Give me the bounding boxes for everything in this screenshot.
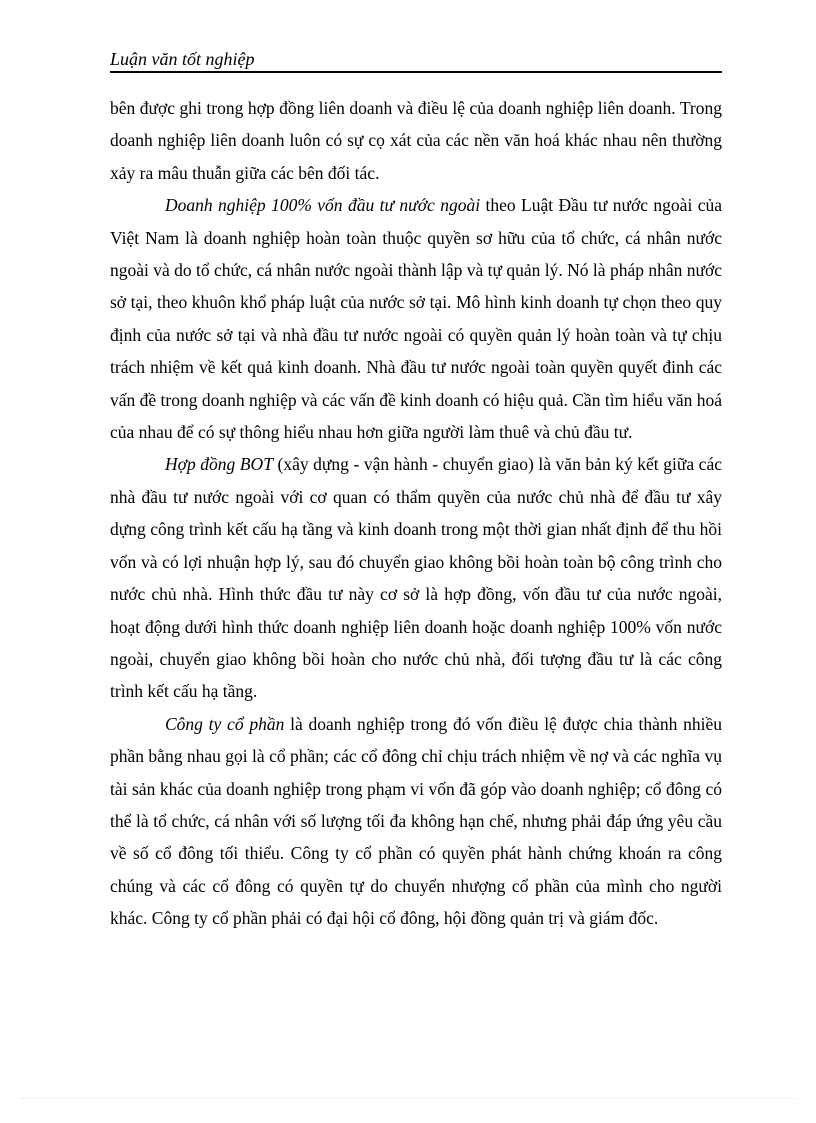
term-foreign-owned-enterprise: Doanh nghiệp 100% vốn đầu tư nước ngoài	[165, 195, 481, 216]
paragraph-text: theo Luật Đầu tư nước ngoài của Việt Nam là doanh nghiệp hoàn toàn thuộc quyền sơ hữu của tổ chức, cá nhân nước ngoài và do tổ chức, cá nhân nước ngoài thành lập và tự quản lý. Nó là pháp nhân nước sở tại, theo khuôn khổ pháp luật của nước sở tại. Mô hình kinh doanh tự chọn theo quy định của nước sở tại và nhà đầu tư nước ngoài có quyền quản lý hoàn toàn và tự chịu trách nhiệm về kết quả kinh doanh. Nhà đầu tư nước ngoài toàn quyền quyết đinh các vấn đề trong doanh nghiệp và các vấn đề kinh doanh có hiệu quả. Cần tìm hiểu văn hoá của nhau để có sự thông hiểu nhau hơn giữa người làm thuê và chủ đầu tư.	[110, 195, 722, 443]
paragraph-text: (xây dựng - vận hành - chuyển giao) là văn bản ký kết giữa các nhà đầu tư nước ngoài với cơ quan có thẩm quyền của nước chủ nhà để đầu tư xây dựng công trình kết cấu hạ tầng và kinh doanh trong một thời gian nhất định để thu hồi vốn và có lợi nhuận hợp lý, sau đó chuyển giao không bồi hoàn toàn bộ công trình cho nước chủ nhà. Hình thức đầu tư này cơ sở là hợp đồng, vốn đầu tư của nước ngoài, hoạt động dưới hình thức doanh nghiệp liên doanh hoặc doanh nghiệp 100% vốn nước ngoài, chuyển giao không bồi hoàn cho nước chủ nhà, đối tượng đầu tư là các công trình kết cấu hạ tầng.	[110, 454, 722, 702]
paragraph-text: là doanh nghiệp trong đó vốn điều lệ được chia thành nhiều phần bằng nhau gọi là cổ phần; các cổ đông chỉ chịu trách nhiệm về nợ và các nghĩa vụ tài sản khác của doanh nghiệp trong phạm vi vốn đã góp vào doanh nghiệp; cổ đông có thể là tổ chức, cá nhân với số lượng tối đa không hạn chế, nhưng phải đáp ứng yêu cầu về số cổ đông tối thiểu. Công ty cổ phần có quyền phát hành chứng khoán ra công chúng và các cổ đông có quyền tự do chuyển nhượng cổ phần của mình cho người khác. Công ty cổ phần phải có đại hội cổ đông, hội đồng quản trị và giám đốc.	[110, 713, 722, 929]
document-body	[110, 92, 722, 935]
term-joint-stock-company: Công ty cổ phần	[165, 713, 285, 734]
page-bottom-divider	[20, 1098, 796, 1099]
paragraph-joint-stock-company	[110, 708, 722, 935]
paragraph-joint-venture-continued	[110, 92, 722, 189]
paragraph-foreign-owned-enterprise	[110, 189, 722, 448]
term-bot-contract: Hợp đồng BOT	[165, 454, 273, 475]
paragraph-bot-contract	[110, 448, 722, 707]
page-header	[110, 47, 722, 73]
header-title: Luận văn tốt nghiệp	[110, 49, 255, 69]
paragraph-text: bên được ghi trong hợp đồng liên doanh và điều lệ của doanh nghiệp liên doanh. Trong doanh nghiệp liên doanh luôn có sự cọ xát của các nền văn hoá khác nhau nên thường xảy ra mâu thuẫn giữa các bên đối tác.	[110, 98, 722, 183]
